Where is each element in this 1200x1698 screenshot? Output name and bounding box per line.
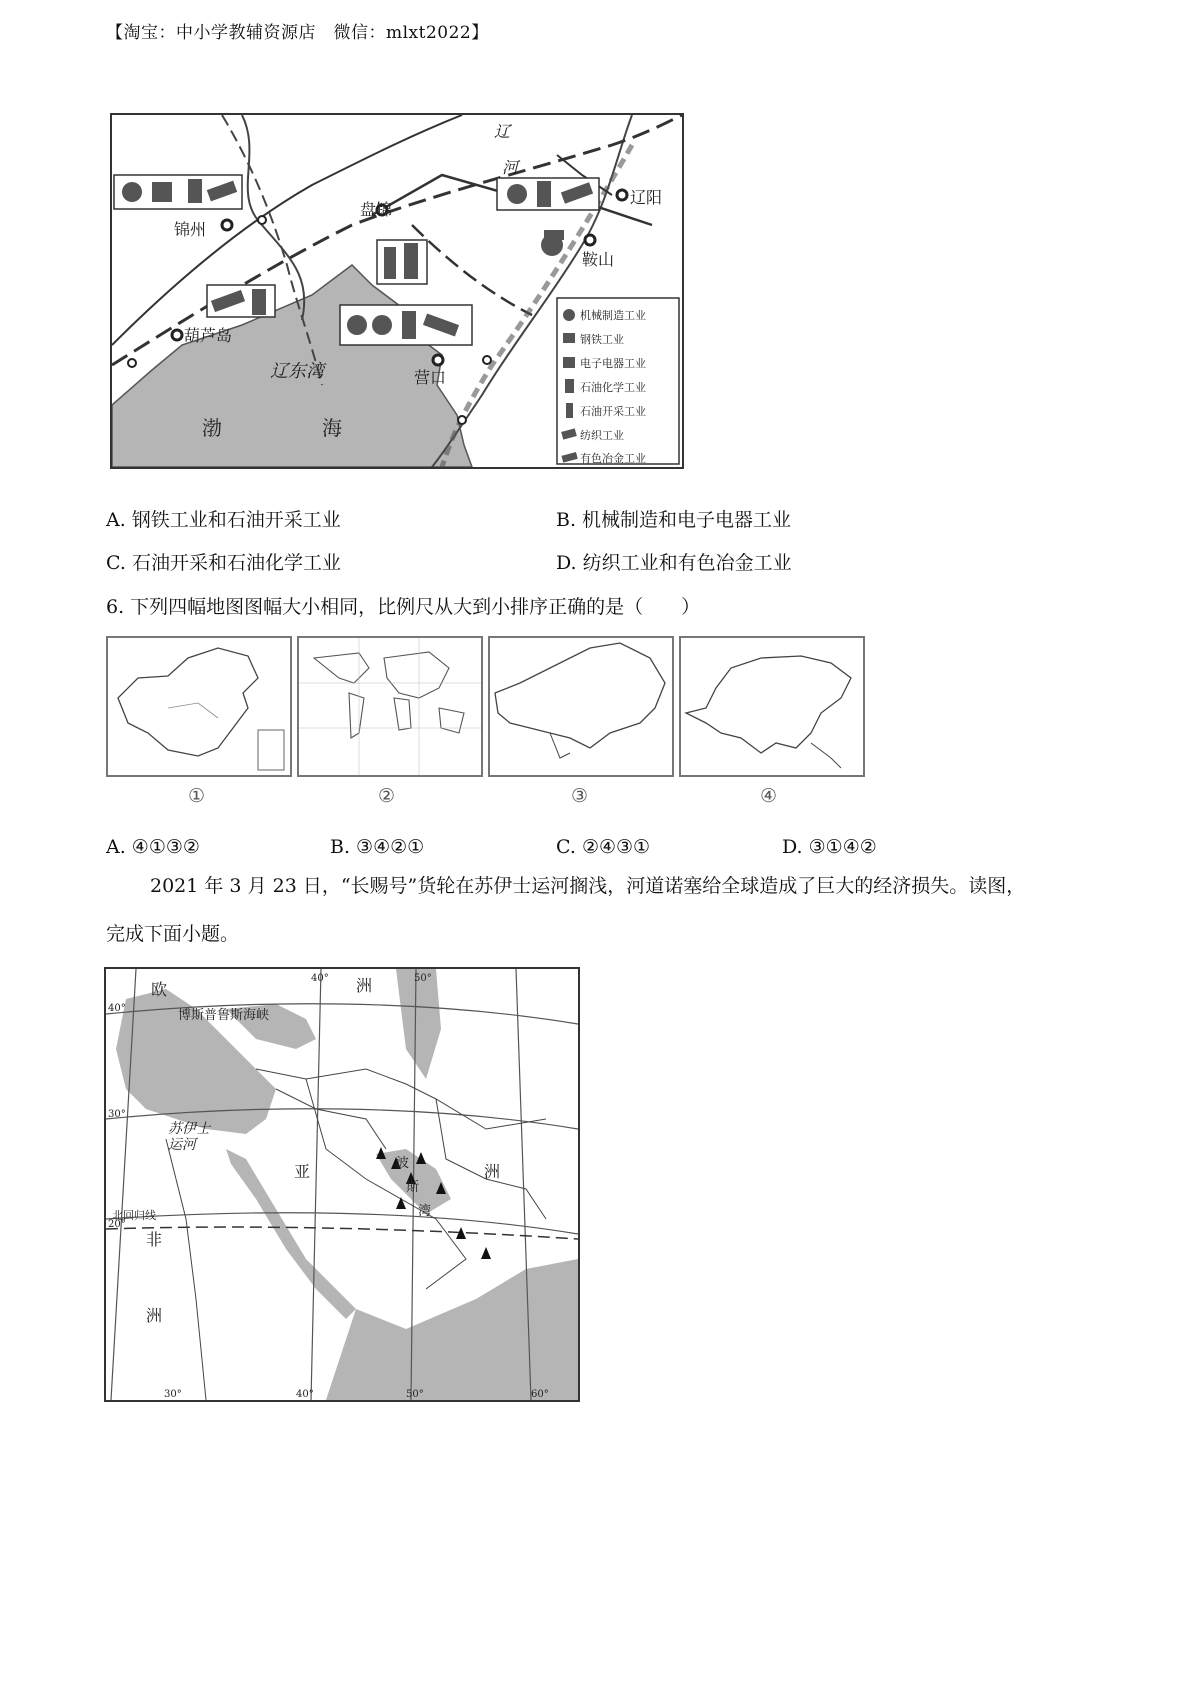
svg-text:亚: 亚 bbox=[294, 1162, 311, 1181]
svg-text:钢铁工业: 钢铁工业 bbox=[580, 333, 624, 346]
svg-text:北回归线: 北回归线 bbox=[112, 1209, 156, 1222]
svg-text:机械制造工业: 机械制造工业 bbox=[580, 309, 646, 322]
svg-text:洲: 洲 bbox=[356, 976, 373, 995]
svg-text:40°: 40° bbox=[296, 1389, 314, 1400]
svg-text:非: 非 bbox=[146, 1230, 163, 1249]
svg-text:欧: 欧 bbox=[151, 980, 168, 999]
middle-east-map bbox=[104, 967, 580, 1402]
svg-text:电子电器工业: 电子电器工业 bbox=[580, 357, 646, 370]
svg-text:营口: 营口 bbox=[414, 368, 447, 387]
svg-text:葫芦岛: 葫芦岛 bbox=[184, 326, 233, 345]
svg-text:苏伊士: 苏伊士 bbox=[168, 1121, 210, 1137]
svg-text:波: 波 bbox=[396, 1156, 410, 1171]
svg-text:盘锦: 盘锦 bbox=[360, 200, 393, 219]
svg-text:20°: 20° bbox=[108, 1219, 126, 1230]
page-header: 【淘宝：中小学教辅资源店 微信：mlxt2022】 bbox=[106, 23, 489, 43]
question-6-stem: 6. 下列四幅地图图幅大小相同，比例尺从大到小排序正确的是（ ） bbox=[106, 596, 701, 618]
map-label-2: ② bbox=[378, 785, 396, 807]
svg-text:60°: 60° bbox=[531, 1389, 549, 1400]
svg-text:湾: 湾 bbox=[418, 1204, 432, 1219]
svg-text:博斯普鲁斯海峡: 博斯普鲁斯海峡 bbox=[178, 1008, 270, 1023]
map-asia bbox=[679, 636, 865, 777]
passage bbox=[106, 862, 1096, 958]
map-label-4: ④ bbox=[760, 785, 778, 807]
svg-text:有色冶金工业: 有色冶金工业 bbox=[580, 452, 646, 465]
svg-text:50°: 50° bbox=[414, 973, 432, 984]
svg-text:锦州: 锦州 bbox=[174, 220, 207, 239]
svg-text:40°: 40° bbox=[108, 1003, 126, 1014]
q6-option-c[interactable]: C. ②④③① bbox=[556, 836, 651, 858]
svg-text:辽东湾: 辽东湾 bbox=[270, 361, 324, 382]
svg-text:50°: 50° bbox=[406, 1389, 424, 1400]
svg-text:30°: 30° bbox=[108, 1109, 126, 1120]
svg-text:运河: 运河 bbox=[168, 1137, 196, 1153]
map-liaoning bbox=[488, 636, 674, 777]
svg-text:石油化学工业: 石油化学工业 bbox=[580, 381, 646, 394]
q6-option-d[interactable]: D. ③①④② bbox=[782, 836, 877, 858]
svg-text:辽阳: 辽阳 bbox=[630, 188, 663, 207]
svg-text:洲: 洲 bbox=[484, 1162, 501, 1181]
option-d[interactable]: D. 纺织工业和有色冶金工业 bbox=[556, 552, 792, 574]
svg-text:30°: 30° bbox=[164, 1389, 182, 1400]
option-c[interactable]: C. 石油开采和石油化学工业 bbox=[106, 552, 341, 574]
svg-text:斯: 斯 bbox=[406, 1180, 420, 1195]
svg-text:鞍山: 鞍山 bbox=[582, 250, 615, 269]
svg-text:辽: 辽 bbox=[494, 122, 511, 141]
map-label-3: ③ bbox=[571, 785, 589, 807]
svg-text:河: 河 bbox=[502, 158, 519, 177]
map-label-1: ① bbox=[188, 785, 206, 807]
svg-text:40°: 40° bbox=[311, 973, 329, 984]
svg-text:石油开采工业: 石油开采工业 bbox=[580, 405, 646, 418]
option-a[interactable]: A. 钢铁工业和石油开采工业 bbox=[106, 509, 341, 531]
industry-map bbox=[110, 113, 684, 469]
map-china bbox=[106, 636, 292, 777]
map-world bbox=[297, 636, 483, 777]
passage-line-1: 2021 年 3 月 23 日，“长赐号”货轮在苏伊士运河搁浅，河道诺塞给全球造成了巨大的经济损失。读图， bbox=[150, 875, 1026, 897]
q6-option-b[interactable]: B. ③④②① bbox=[330, 836, 425, 858]
q6-option-a[interactable]: A. ④①③② bbox=[106, 836, 200, 858]
industry-map-svg bbox=[112, 115, 682, 467]
option-b[interactable]: B. 机械制造和电子电器工业 bbox=[556, 509, 792, 531]
passage-line-2: 完成下面小题。 bbox=[106, 923, 240, 945]
svg-text:纺织工业: 纺织工业 bbox=[580, 429, 624, 442]
svg-text:渤: 渤 bbox=[202, 416, 222, 440]
svg-text:海: 海 bbox=[322, 416, 342, 440]
svg-text:洲: 洲 bbox=[146, 1306, 163, 1325]
